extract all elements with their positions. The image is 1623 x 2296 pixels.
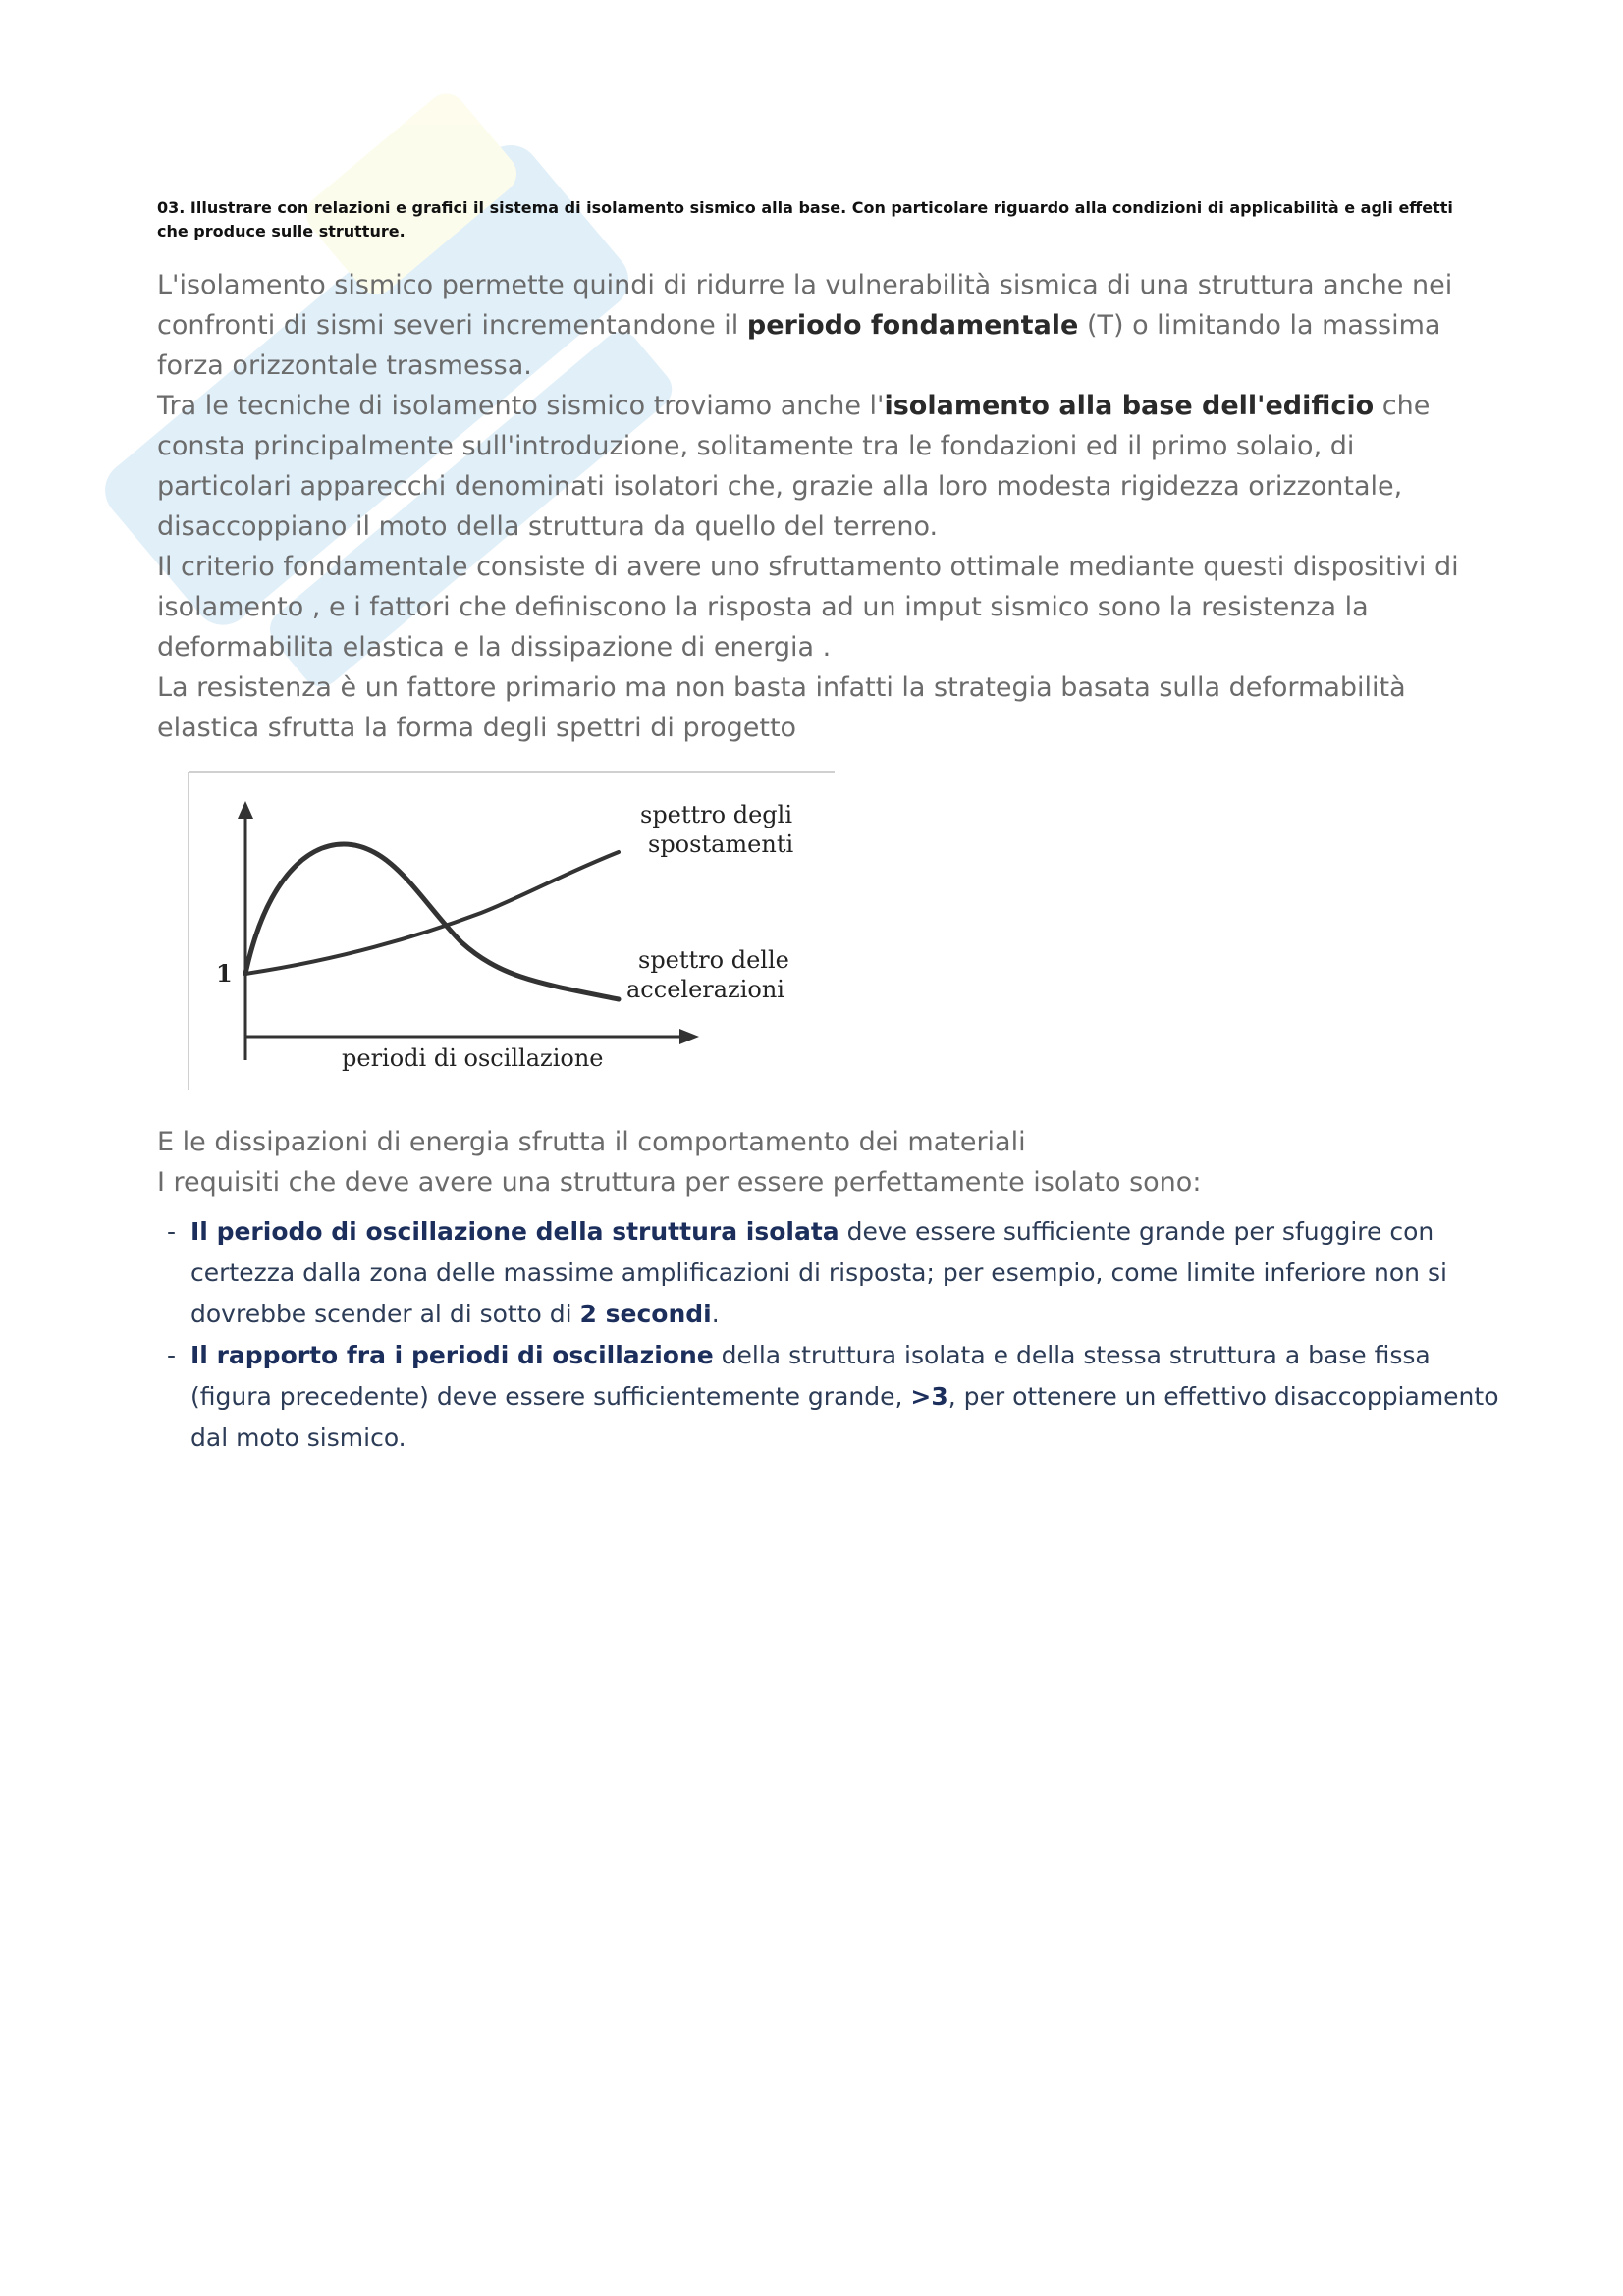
requirement-2: - Il rapporto fra i periodi di oscillazione della struttura isolata e della stessa struttura a base fissa (figura precedente) deve essere sufficientemente grande, >3, per ottenere un effettivo disaccoppiamento dal moto sismico. bbox=[167, 1335, 1502, 1459]
paragraph-4: La resistenza è un fattore primario ma non basta infatti la strategia basata sulla deformabilità elastica sfrutta la forma degli spettri di progetto bbox=[157, 672, 1406, 743]
list-dash: - bbox=[167, 1341, 177, 1369]
paragraph-3: Il criterio fondamentale consiste di avere uno sfruttamento ottimale mediante questi dispositivi di isolamento , e i fattori che definiscono la risposta ad un imput sismico sono la resistenza la deformabilita elastica e la dissipazione di energia . bbox=[157, 552, 1459, 663]
label-displacement-1: spettro degli bbox=[640, 801, 793, 828]
paragraph-1: L'isolamento sismico permette quindi di ridurre la vulnerabilità sismica di una struttura anche nei confronti di sismi severi incrementandone il periodo fondamentale (T) o limitando la massima forza orizzontale trasmessa. bbox=[157, 270, 1453, 381]
after-figure-text bbox=[157, 1122, 1492, 1202]
requirements-intro: I requisiti che deve avere una struttura per essere perfettamente isolato sono: bbox=[157, 1167, 1202, 1198]
dissipation-line: E le dissipazioni di energia sfrutta il comportamento dei materiali bbox=[157, 1127, 1026, 1157]
question-heading: 03. Illustrare con relazioni e grafici il sistema di isolamento sismico alla base. Con particolare riguardo alla condizioni di applicabilità e agli effetti che produce sulle strutture. bbox=[157, 198, 1453, 240]
requirement-1: - Il periodo di oscillazione della struttura isolata deve essere sufficiente grande per sfuggire con certezza dalla zona delle massime amplificazioni di risposta; per esempio, come limite inferiore non si dovrebbe scender al di sotto di 2 secondi. bbox=[167, 1211, 1502, 1335]
label-acceleration-2: accelerazioni bbox=[626, 976, 784, 1003]
list-dash: - bbox=[167, 1217, 177, 1246]
bold-periodo-fondamentale: periodo fondamentale bbox=[746, 310, 1079, 341]
label-acceleration-1: spettro delle bbox=[638, 946, 789, 974]
label-displacement-2: spostamenti bbox=[648, 830, 794, 858]
spectra-figure bbox=[157, 766, 835, 1099]
x-axis-label: periodi di oscillazione bbox=[342, 1044, 604, 1072]
label-one: 1 bbox=[216, 959, 233, 988]
body-text bbox=[157, 265, 1492, 748]
requirements-list bbox=[167, 1211, 1502, 1459]
bold-isolamento-base: isolamento alla base dell'edificio bbox=[884, 391, 1375, 421]
paragraph-2: Tra le tecniche di isolamento sismico troviamo anche l'isolamento alla base dell'edificio che consta principalmente sull'introduzione, solitamente tra le fondazioni ed il primo solaio, di particolari apparecchi denominati isolatori che, grazie alla loro modesta rigidezza orizzontale, disaccoppiano il moto della struttura da quello del terreno. bbox=[157, 391, 1431, 542]
